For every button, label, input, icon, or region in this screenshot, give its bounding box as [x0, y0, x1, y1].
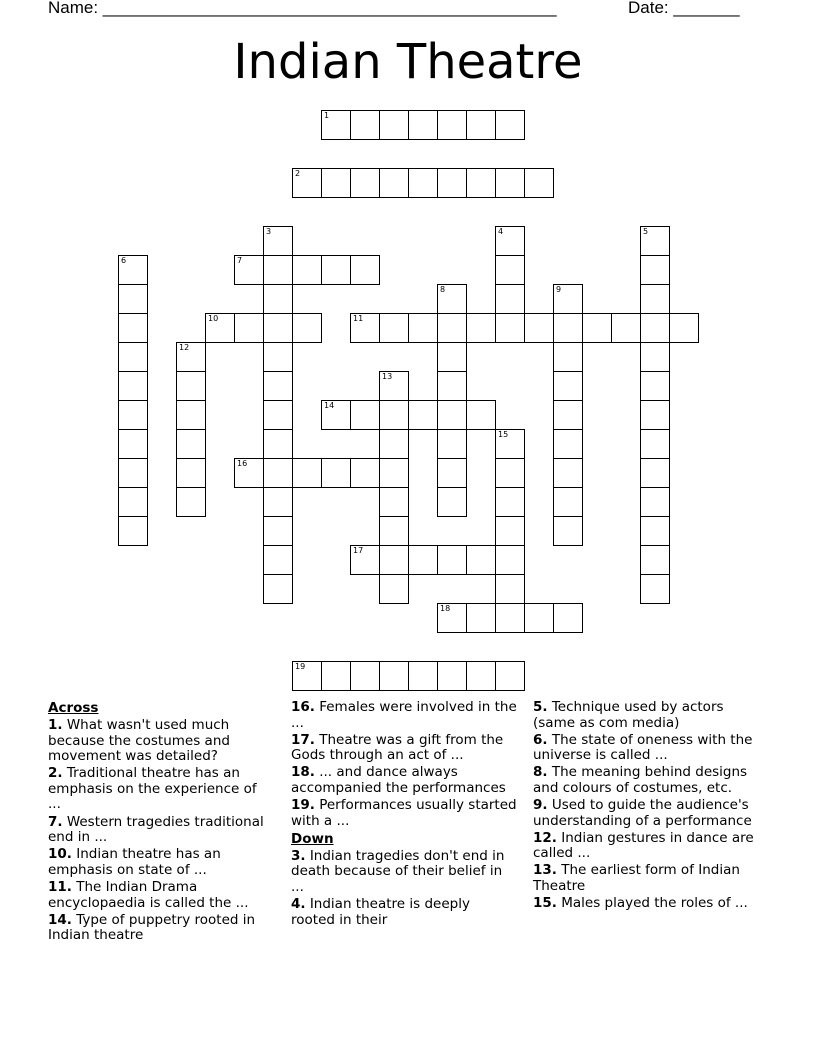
grid-cell[interactable] — [495, 516, 525, 546]
grid-cell[interactable] — [524, 313, 554, 343]
grid-cell[interactable] — [263, 342, 293, 372]
clue-item — [533, 798, 769, 829]
grid-cell[interactable] — [205, 313, 235, 343]
grid-cell[interactable] — [524, 168, 554, 198]
grid-cell[interactable] — [263, 458, 293, 488]
grid-cell[interactable] — [640, 429, 670, 459]
clue-number: 8 — [440, 285, 446, 294]
grid-cell[interactable] — [495, 226, 525, 256]
grid-cell[interactable] — [292, 313, 322, 343]
clue-item — [291, 798, 517, 829]
grid-cell[interactable] — [466, 545, 496, 575]
grid-cell[interactable] — [379, 110, 409, 140]
grid-cell[interactable] — [437, 371, 467, 401]
clue-number-label: 7. — [48, 813, 63, 830]
grid-cell[interactable] — [379, 574, 409, 604]
grid-cell[interactable] — [234, 458, 264, 488]
grid-cell[interactable] — [640, 371, 670, 401]
grid-cell[interactable] — [437, 342, 467, 372]
grid-cell[interactable] — [437, 168, 467, 198]
grid-cell[interactable] — [379, 487, 409, 517]
grid-cell[interactable] — [321, 168, 351, 198]
grid-cell[interactable] — [640, 255, 670, 285]
grid-cell[interactable] — [495, 458, 525, 488]
grid-cell[interactable] — [640, 400, 670, 430]
clue-number: 3 — [266, 227, 272, 236]
clues-column-1 — [48, 700, 270, 945]
grid-cell[interactable] — [118, 371, 148, 401]
grid-cell[interactable] — [263, 371, 293, 401]
clue-number-label: 9. — [533, 797, 548, 814]
grid-cell[interactable] — [118, 487, 148, 517]
grid-cell[interactable] — [408, 313, 438, 343]
grid-cell[interactable] — [263, 429, 293, 459]
clue-text: The state of oneness with the universe is called ... — [533, 731, 753, 764]
grid-cell[interactable] — [495, 284, 525, 314]
clue-number-label: 2. — [48, 765, 63, 782]
clue-number: 4 — [498, 227, 504, 236]
grid-cell[interactable] — [118, 400, 148, 430]
clue-number-label: 18. — [291, 764, 315, 781]
grid-cell[interactable] — [292, 255, 322, 285]
grid-cell[interactable] — [553, 400, 583, 430]
clue-number-label: 15. — [533, 895, 557, 912]
grid-cell[interactable] — [553, 429, 583, 459]
grid-cell[interactable] — [437, 110, 467, 140]
grid-cell[interactable] — [292, 458, 322, 488]
name-label: Name: — [48, 0, 103, 17]
clue-text: Type of puppetry rooted in Indian theatre — [48, 911, 256, 944]
clue-text: Indian theatre has an emphasis on state of ... — [48, 846, 221, 878]
grid-cell[interactable] — [640, 458, 670, 488]
clue-number-label: 8. — [533, 764, 548, 781]
grid-cell[interactable] — [350, 661, 380, 691]
clue-number: 14 — [324, 401, 335, 410]
clue-text: Indian tragedies don't end in death because of their belief in ... — [291, 847, 505, 895]
grid-cell[interactable] — [350, 458, 380, 488]
grid-cell[interactable] — [321, 400, 351, 430]
clue-number: 17 — [353, 546, 364, 555]
clue-number: 18 — [440, 604, 451, 613]
clue-number: 15 — [498, 430, 509, 439]
grid-cell[interactable] — [263, 574, 293, 604]
grid-cell[interactable] — [408, 168, 438, 198]
clue-text: Theatre was a gift from the Gods through an act of ... — [291, 731, 504, 764]
grid-cell[interactable] — [437, 400, 467, 430]
clue-item — [533, 700, 769, 731]
grid-cell[interactable] — [524, 603, 554, 633]
clue-number: 11 — [353, 314, 364, 323]
grid-cell[interactable] — [437, 284, 467, 314]
grid-cell[interactable] — [263, 400, 293, 430]
clue-item — [533, 863, 769, 894]
grid-cell[interactable] — [176, 371, 206, 401]
grid-cell[interactable] — [437, 429, 467, 459]
down-heading: Down — [291, 830, 334, 847]
clue-text: ... and dance always accompanied the performances — [291, 764, 506, 796]
grid-cell[interactable] — [321, 458, 351, 488]
clue-item — [291, 765, 517, 796]
grid-cell[interactable] — [379, 313, 409, 343]
across-heading: Across — [48, 700, 99, 716]
grid-cell[interactable] — [234, 255, 264, 285]
clue-text: Used to guide the audience's understanding of a performance — [533, 797, 752, 829]
clue-number: 9 — [556, 285, 562, 294]
clue-number-label: 14. — [48, 911, 72, 928]
grid-cell[interactable] — [176, 429, 206, 459]
grid-cell[interactable] — [408, 110, 438, 140]
grid-cell[interactable] — [263, 487, 293, 517]
clue-number: 12 — [179, 343, 190, 352]
grid-cell[interactable] — [640, 487, 670, 517]
clue-text: Technique used by actors (same as com media) — [533, 699, 724, 731]
grid-cell[interactable] — [350, 400, 380, 430]
puzzle-title: Indian Theatre — [233, 34, 583, 90]
grid-cell[interactable] — [437, 661, 467, 691]
grid-cell[interactable] — [466, 400, 496, 430]
name-line[interactable]: ________________________________________________ — [102, 0, 557, 17]
grid-cell[interactable] — [379, 545, 409, 575]
clue-number-label: 19. — [291, 797, 315, 814]
grid-cell[interactable] — [263, 313, 293, 343]
clue-number: 2 — [295, 169, 301, 178]
clue-list — [48, 718, 270, 944]
grid-cell[interactable] — [495, 255, 525, 285]
grid-cell[interactable] — [495, 429, 525, 459]
grid-cell[interactable] — [176, 458, 206, 488]
grid-cell[interactable] — [495, 313, 525, 343]
grid-cell[interactable] — [553, 371, 583, 401]
grid-cell[interactable] — [495, 661, 525, 691]
clue-item — [48, 766, 270, 813]
clue-number-label: 5. — [533, 699, 548, 715]
grid-cell[interactable] — [176, 400, 206, 430]
clues-column-2 — [291, 700, 517, 930]
grid-cell[interactable] — [495, 574, 525, 604]
grid-cell[interactable] — [118, 342, 148, 372]
clue-item — [291, 849, 517, 896]
clue-text: Western tragedies traditional end in ... — [48, 813, 264, 846]
grid-cell[interactable] — [350, 545, 380, 575]
grid-cell[interactable] — [553, 458, 583, 488]
grid-cell[interactable] — [582, 313, 612, 343]
grid-cell[interactable] — [176, 487, 206, 517]
grid-cell[interactable] — [553, 516, 583, 546]
grid-cell[interactable] — [118, 516, 148, 546]
clue-item — [48, 815, 270, 846]
grid-cell[interactable] — [379, 458, 409, 488]
grid-cell[interactable] — [553, 487, 583, 517]
clue-list — [533, 700, 769, 912]
date-line[interactable]: _______ — [673, 0, 740, 17]
grid-cell[interactable] — [321, 110, 351, 140]
clue-number-label: 6. — [533, 731, 548, 748]
grid-cell[interactable] — [234, 313, 264, 343]
grid-cell[interactable] — [640, 313, 670, 343]
grid-cell[interactable] — [321, 661, 351, 691]
grid-cell[interactable] — [495, 603, 525, 633]
clue-number-label: 16. — [291, 699, 315, 715]
clue-list — [291, 700, 517, 829]
grid-cell[interactable] — [176, 342, 206, 372]
clue-number-label: 11. — [48, 878, 72, 895]
grid-cell[interactable] — [379, 516, 409, 546]
grid-cell[interactable] — [350, 168, 380, 198]
clue-list — [291, 849, 517, 928]
clue-item — [533, 831, 769, 862]
clue-item — [291, 700, 517, 731]
clue-text: Traditional theatre has an emphasis on the experience of ... — [48, 765, 257, 813]
clue-item — [48, 718, 270, 765]
clue-number-label: 3. — [291, 847, 306, 864]
grid-cell[interactable] — [553, 342, 583, 372]
grid-cell[interactable] — [263, 255, 293, 285]
grid-cell[interactable] — [437, 487, 467, 517]
grid-cell[interactable] — [118, 429, 148, 459]
grid-cell[interactable] — [379, 661, 409, 691]
clue-item — [291, 733, 517, 764]
grid-cell[interactable] — [408, 661, 438, 691]
grid-cell[interactable] — [553, 284, 583, 314]
clue-text: The meaning behind designs and colours of costumes, etc. — [533, 764, 748, 796]
clue-number-label: 4. — [291, 896, 306, 913]
grid-cell[interactable] — [495, 487, 525, 517]
grid-cell[interactable] — [321, 255, 351, 285]
clue-number: 13 — [382, 372, 393, 381]
clue-number: 7 — [237, 256, 243, 265]
grid-cell[interactable] — [553, 603, 583, 633]
grid-cell[interactable] — [292, 661, 322, 691]
clue-number-label: 17. — [291, 731, 315, 748]
grid-cell[interactable] — [118, 458, 148, 488]
grid-cell[interactable] — [640, 516, 670, 546]
grid-cell[interactable] — [640, 342, 670, 372]
clue-text: What wasn't used much because the costumes and movement was detailed? — [48, 717, 230, 765]
grid-cell[interactable] — [640, 284, 670, 314]
grid-cell[interactable] — [263, 284, 293, 314]
grid-cell[interactable] — [466, 603, 496, 633]
grid-cell[interactable] — [408, 545, 438, 575]
clue-number: 6 — [121, 256, 127, 265]
grid-cell[interactable] — [118, 284, 148, 314]
clue-number: 1 — [324, 111, 330, 120]
grid-cell[interactable] — [466, 313, 496, 343]
clue-number-label: 13. — [533, 862, 557, 879]
clue-text: Indian gestures in dance are called ... — [533, 829, 754, 862]
grid-cell[interactable] — [437, 545, 467, 575]
clue-number: 5 — [643, 227, 649, 236]
grid-cell[interactable] — [466, 110, 496, 140]
clue-number: 19 — [295, 662, 306, 671]
clue-number-label: 12. — [533, 829, 557, 846]
clue-number: 16 — [237, 459, 248, 468]
clue-item — [48, 913, 270, 944]
grid-cell[interactable] — [350, 255, 380, 285]
clues-column-3 — [533, 700, 769, 913]
clue-text: Females were involved in the ... — [291, 699, 517, 731]
grid-cell[interactable] — [495, 168, 525, 198]
clue-item — [533, 733, 769, 764]
grid-cell[interactable] — [640, 545, 670, 575]
grid-cell[interactable] — [379, 168, 409, 198]
clue-text: Performances usually started with a ... — [291, 797, 517, 829]
clue-number-label: 1. — [48, 717, 63, 733]
clue-number-label: 10. — [48, 846, 72, 863]
grid-cell[interactable] — [553, 313, 583, 343]
date-label: Date: — [628, 0, 674, 17]
grid-cell[interactable] — [495, 545, 525, 575]
clue-item — [533, 896, 769, 912]
clue-item — [291, 897, 517, 928]
clue-number: 10 — [208, 314, 219, 323]
clue-text: Indian theatre is deeply rooted in their — [291, 896, 470, 928]
grid-cell[interactable] — [263, 226, 293, 256]
grid-cell[interactable] — [408, 400, 438, 430]
grid-cell[interactable] — [350, 313, 380, 343]
grid-cell[interactable] — [669, 313, 699, 343]
grid-cell[interactable] — [640, 226, 670, 256]
grid-cell[interactable] — [118, 255, 148, 285]
grid-cell[interactable] — [350, 110, 380, 140]
clue-text: The Indian Drama encyclopaedia is called the ... — [48, 878, 249, 911]
grid-cell[interactable] — [640, 574, 670, 604]
clue-item — [533, 765, 769, 796]
grid-cell[interactable] — [437, 458, 467, 488]
grid-cell[interactable] — [379, 429, 409, 459]
grid-cell[interactable] — [611, 313, 641, 343]
grid-cell[interactable] — [379, 371, 409, 401]
grid-cell[interactable] — [495, 110, 525, 140]
grid-cell[interactable] — [263, 545, 293, 575]
grid-cell[interactable] — [263, 516, 293, 546]
grid-cell[interactable] — [437, 313, 467, 343]
grid-cell[interactable] — [466, 168, 496, 198]
clue-text: Males played the roles of ... — [556, 895, 748, 912]
grid-cell[interactable] — [437, 603, 467, 633]
clue-item — [48, 880, 270, 911]
grid-cell[interactable] — [292, 168, 322, 198]
grid-cell[interactable] — [379, 400, 409, 430]
grid-cell[interactable] — [118, 313, 148, 343]
clue-text: The earliest form of Indian Theatre — [533, 862, 740, 895]
grid-cell[interactable] — [466, 661, 496, 691]
clue-item — [48, 847, 270, 878]
